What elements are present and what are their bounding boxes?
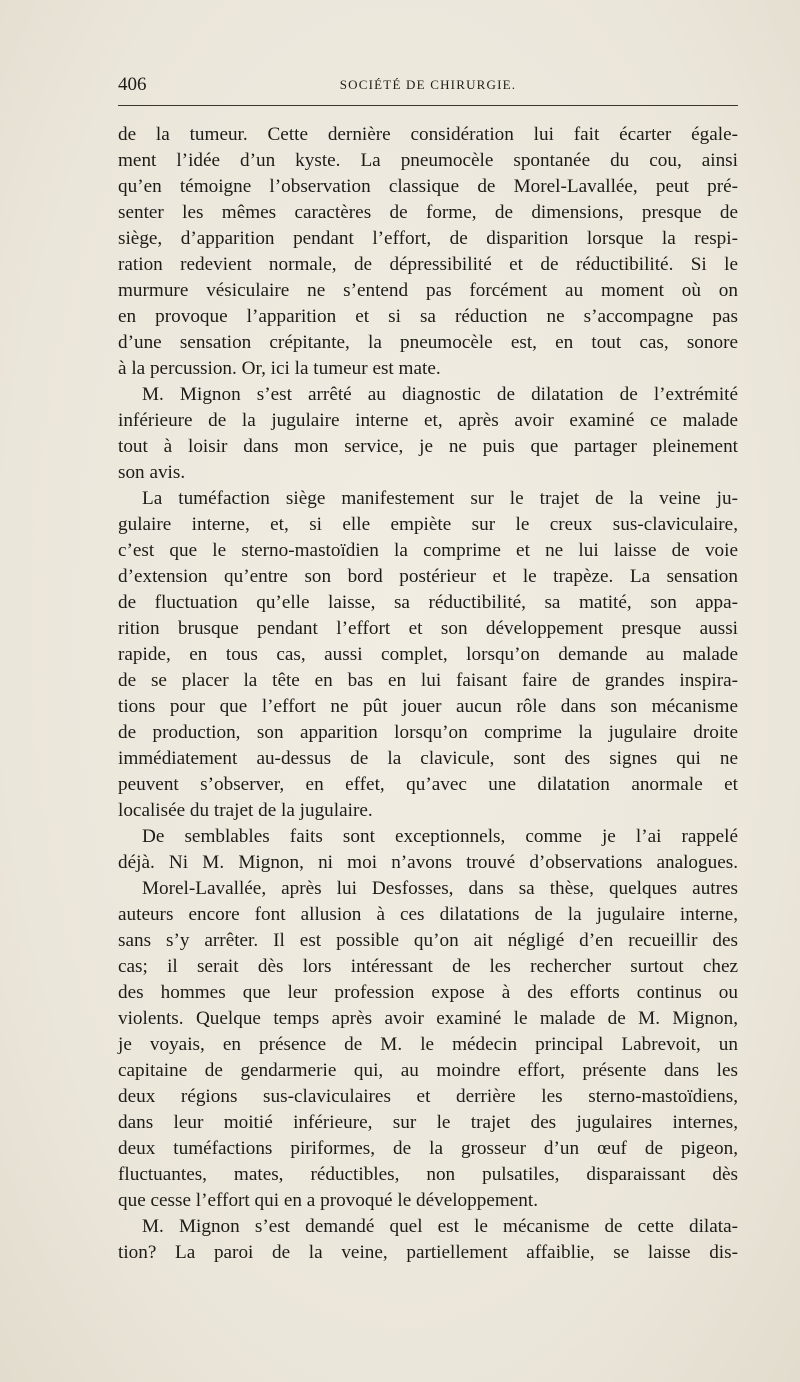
text-line: d’extension qu’entre son bord postérieur et le trapèze. La sensation <box>118 566 738 587</box>
header-rule <box>118 105 738 106</box>
text-line: sans s’y arrêter. Il est possible qu’on ait négligé d’en recueillir des <box>118 930 738 951</box>
text-line: à la percussion. Or, ici la tumeur est mate. <box>118 358 441 379</box>
text-line: deux régions sus-claviculaires et derrière les sterno-mastoïdiens, <box>118 1086 738 1107</box>
text-line: je voyais, en présence de M. le médecin principal Labrevoit, un <box>118 1034 738 1055</box>
text-line: de fluctuation qu’elle laisse, sa réductibilité, sa matité, son appa- <box>118 592 738 613</box>
text-line: son avis. <box>118 462 186 483</box>
text-line: murmure vésiculaire ne s’entend pas forcément au moment où on <box>118 280 738 301</box>
page-number: 406 <box>118 74 147 95</box>
text-line: M. Mignon s’est arrêté au diagnostic de dilatation de l’extrémité <box>142 384 738 405</box>
text-line: de production, son apparition lorsqu’on comprime la jugulaire droite <box>118 722 738 743</box>
text-line: gulaire interne, et, si elle empiète sur le creux sus-claviculaire, <box>118 514 738 535</box>
text-line: qu’en témoigne l’observation classique de Morel-Lavallée, peut pré- <box>118 176 738 197</box>
body-text <box>118 122 738 1266</box>
text-line: violents. Quelque temps après avoir examiné le malade de M. Mignon, <box>118 1008 738 1029</box>
text-line: d’une sensation crépitante, la pneumocèle est, en tout cas, sonore <box>118 332 738 353</box>
text-line: M. Mignon s’est demandé quel est le mécanisme de cette dilata- <box>142 1216 738 1237</box>
text-line: senter les mêmes caractères de forme, de dimensions, presque de <box>118 202 738 223</box>
text-line: capitaine de gendarmerie qui, au moindre effort, présente dans les <box>118 1060 738 1081</box>
text-line: des hommes que leur profession expose à des efforts continus ou <box>118 982 738 1003</box>
text-line: De semblables faits sont exceptionnels, comme je l’ai rappelé <box>142 826 738 847</box>
text-line: tout à loisir dans mon service, je ne puis que partager pleinement <box>118 436 738 457</box>
running-title: SOCIÉTÉ DE CHIRURGIE. <box>339 77 517 92</box>
text-line: c’est que le sterno-mastoïdien la comprime et ne lui laisse de voie <box>118 540 738 561</box>
text-line: localisée du trajet de la jugulaire. <box>118 800 373 821</box>
text-line: que cesse l’effort qui en a provoqué le développement. <box>118 1190 539 1211</box>
text-line: tions pour que l’effort ne pût jouer aucun rôle dans son mécanisme <box>118 696 738 717</box>
text-line: rition brusque pendant l’effort et son développement presque aussi <box>118 618 738 639</box>
text-line: en provoque l’apparition et si sa réduction ne s’accompagne pas <box>118 306 738 327</box>
text-line: cas; il serait dès lors intéressant de les rechercher surtout chez <box>118 956 738 977</box>
text-line: inférieure de la jugulaire interne et, après avoir examiné ce malade <box>118 410 738 431</box>
text-line: siège, d’apparition pendant l’effort, de disparition lorsque la respi- <box>118 228 738 249</box>
text-line: rapide, en tous cas, aussi complet, lorsqu’on demande au malade <box>118 644 738 665</box>
text-line: auteurs encore font allusion à ces dilatations de la jugulaire interne, <box>118 904 738 925</box>
page-header <box>118 74 738 100</box>
text-line: fluctuantes, mates, réductibles, non pulsatiles, disparaissant dès <box>118 1164 738 1185</box>
text-line: ration redevient normale, de dépressibilité et de réductibilité. Si le <box>118 254 738 275</box>
text-line: Morel-Lavallée, après lui Desfosses, dans sa thèse, quelques autres <box>142 878 738 899</box>
text-line: déjà. Ni M. Mignon, ni moi n’avons trouvé d’observations analogues. <box>118 852 738 873</box>
text-line: ment l’idée d’un kyste. La pneumocèle spontanée du cou, ainsi <box>118 150 738 171</box>
text-line: La tuméfaction siège manifestement sur le trajet de la veine ju- <box>142 488 738 509</box>
text-line: peuvent s’observer, en effet, qu’avec une dilatation anormale et <box>118 774 738 795</box>
text-line: de la tumeur. Cette dernière considération lui fait écarter égale- <box>118 124 738 145</box>
text-line: deux tuméfactions piriformes, de la grosseur d’un œuf de pigeon, <box>118 1138 738 1159</box>
text-line: immédiatement au-dessus de la clavicule, sont des signes qui ne <box>118 748 738 769</box>
text-line: dans leur moitié inférieure, sur le trajet des jugulaires internes, <box>118 1112 738 1133</box>
text-line: tion? La paroi de la veine, partiellement affaiblie, se laisse dis- <box>118 1242 738 1263</box>
text-line: de se placer la tête en bas en lui faisant faire de grandes inspira- <box>118 670 738 691</box>
